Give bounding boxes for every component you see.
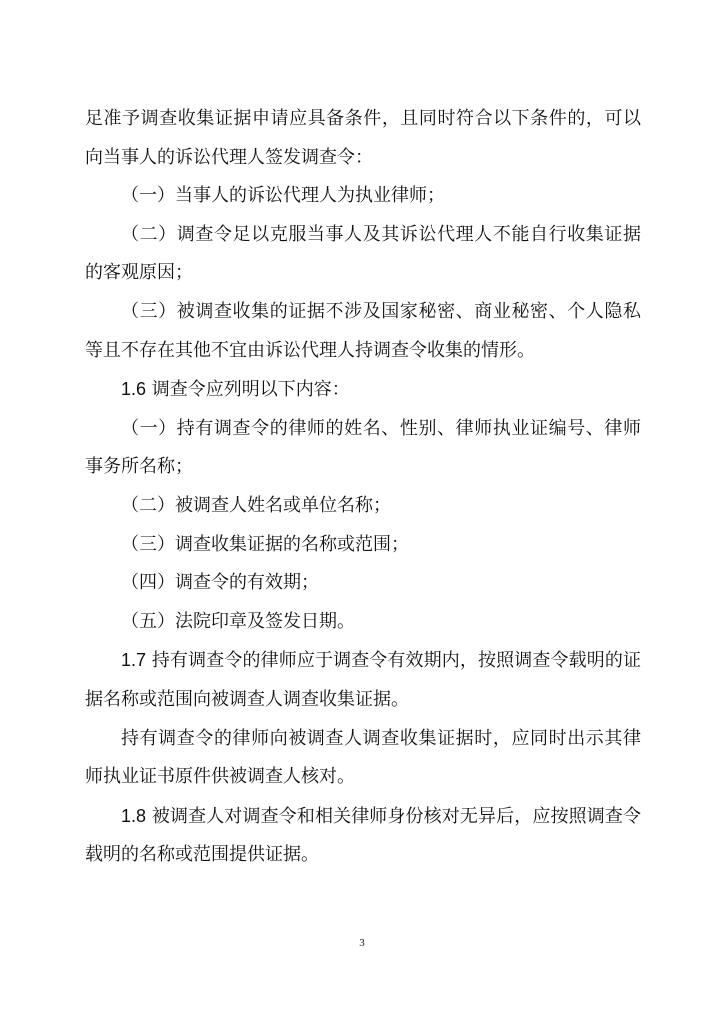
paragraph-content-1: （一）持有调查令的律师的姓名、性别、律师执业证编号、律师事务所名称； [85,417,641,478]
paragraph-item-3: （三）被调查收集的证据不涉及国家秘密、商业秘密、个人隐私等且不存在其他不宜由诉讼代理人持调查令收集的情形。 [85,300,641,361]
paragraph-show-certificate: 持有调查令的律师向被调查人调查收集证据时，应同时出示其律师执业证书原件供被调查人核对。 [85,727,641,788]
section-1-7 [85,641,641,719]
section-1-6 [85,370,641,410]
paragraph-continued-conditions: 足准予调查收集证据申请应具备条件，且同时符合以下条件的，可以向当事人的诉讼代理人签发调查令： [85,108,641,168]
paragraph-content-2: （二）被调查人姓名或单位名称； [121,494,391,516]
section-1-8 [85,797,641,875]
paragraph-content-5: （五）法院印章及签发日期。 [121,610,355,632]
paragraph-item-2: （二）调查令足以克服当事人及其诉讼代理人不能自行收集证据的客观原因； [85,223,641,284]
body-text [85,100,641,875]
section-text-1-8: 被调查人对调查令和相关律师身份核对无异后，应按照调查令载明的名称或范围提供证据。 [85,805,641,866]
page-number: 3 [359,937,365,949]
paragraph-item-1: （一）当事人的诉讼代理人为执业律师； [121,185,445,207]
section-text-1-6: 调查令应列明以下内容： [151,379,350,401]
section-text-1-7: 持有调查令的律师应于调查令有效期内，按照调查令载明的证据名称或范围向被调查人调查收集证据。 [85,650,641,710]
section-number-1-8: 1.8 [121,805,147,826]
section-number-1-6: 1.6 [121,379,147,400]
paragraph-content-4: （四）调查令的有效期； [121,572,319,594]
section-number-1-7: 1.7 [121,650,147,671]
paragraph-content-3: （三）调查收集证据的名称或范围； [121,533,409,555]
